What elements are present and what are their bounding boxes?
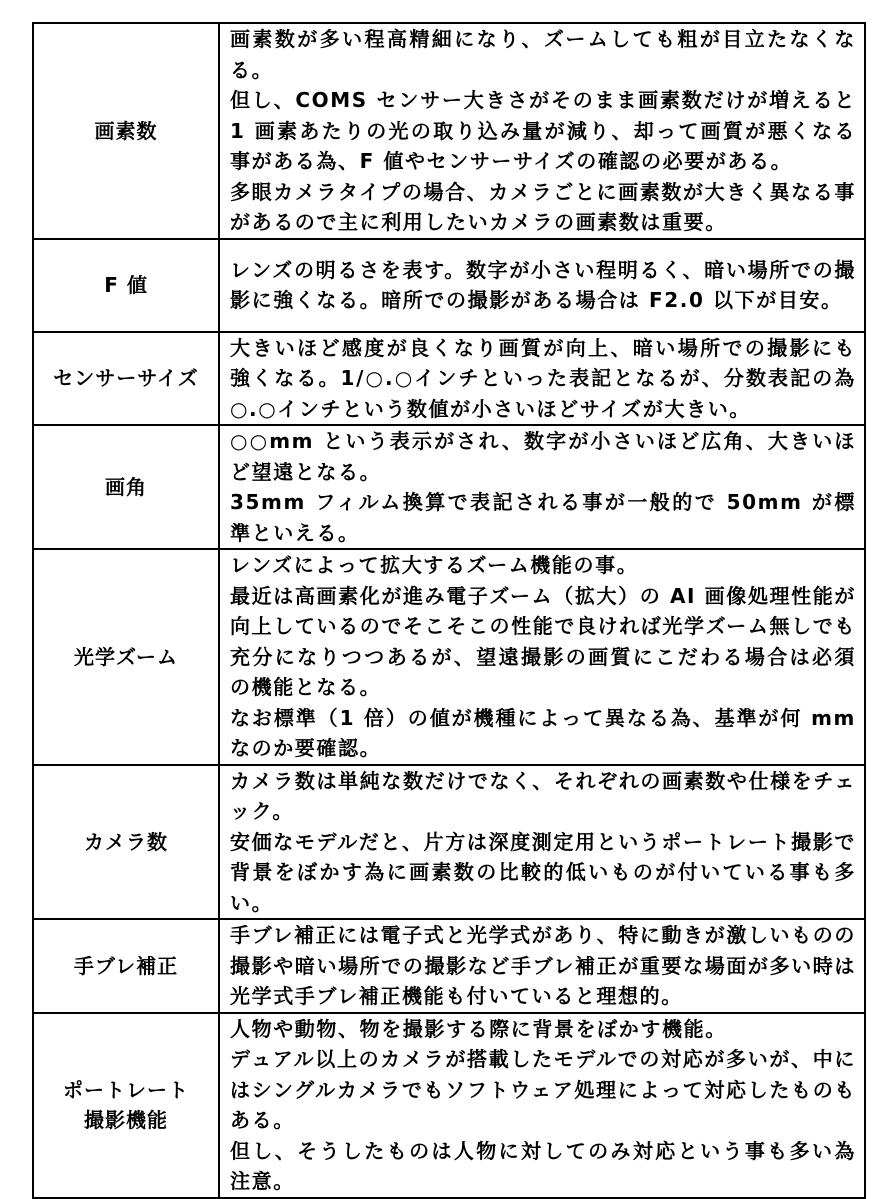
spec-term-cell — [33, 549, 219, 765]
spec-description-cell — [219, 549, 865, 765]
spec-description-line: 人物や動物、物を撮影する際に背景をぼかす機能。 — [230, 1016, 727, 1041]
spec-term: カメラ数 — [84, 829, 168, 854]
spec-term: 手ブレ補正 — [73, 953, 179, 978]
table-row — [33, 425, 865, 549]
spec-term: 光学ズーム — [74, 644, 178, 669]
spec-term-cell — [33, 332, 219, 426]
table-row — [33, 1013, 865, 1198]
spec-description-line: 多眼カメラタイプの場合、カメラごとに画素数が大きく異なる事があるので主に利用したいカメラの画素数は重要。 — [230, 179, 856, 234]
spec-term-cell — [33, 919, 219, 1013]
table-row — [33, 549, 865, 765]
table-row — [33, 23, 865, 239]
spec-term-line: 撮影機能 — [84, 1108, 168, 1132]
spec-description-cell — [219, 332, 865, 426]
spec-term-line: ポートレート — [63, 1078, 189, 1102]
spec-term-cell — [33, 1013, 219, 1198]
table-row — [33, 765, 865, 920]
spec-description-line: 安価なモデルだと、片方は深度測定用というポートレート撮影で背景をぼかす為に画素数の比較的低いものが付いている事も多い。 — [230, 829, 856, 915]
spec-term: センサーサイズ — [53, 366, 199, 391]
spec-description-cell — [219, 919, 865, 1013]
table-row — [33, 332, 865, 426]
spec-term: 画角 — [105, 475, 147, 499]
spec-description-line: 但し、そうしたものは人物に対してのみ対応という事も多い為注意。 — [230, 1138, 856, 1193]
spec-description-line: 35mm フィルム換算で表記される事が一般的で 50mm が標準といえる。 — [230, 490, 856, 545]
spec-term-cell — [33, 765, 219, 920]
spec-term-cell — [33, 425, 219, 549]
spec-description-line: 画素数が多い程高精細になり、ズームしても粗が目立たなくなる。 — [230, 27, 856, 82]
spec-description-cell — [219, 765, 865, 920]
spec-description-line: 手ブレ補正には電子式と光学式があり、特に動きが激しいものの撮影や暗い場所での撮影など手ブレ補正が重要な場面が多い時は光学式手ブレ補正機能も付いていると理想的。 — [230, 923, 856, 1008]
spec-description-cell — [219, 425, 865, 549]
table-row — [33, 919, 865, 1013]
spec-term-cell — [33, 23, 219, 239]
spec-description-line: レンズの明るさを表す。数字が小さい程明るく、暗い場所での撮影に強くなる。暗所での撮影がある場合は F2.0 以下が目安。 — [230, 257, 856, 312]
table-row — [33, 239, 865, 332]
spec-table-body — [33, 23, 865, 1198]
spec-term: 画素数 — [94, 118, 158, 143]
spec-term: F 値 — [104, 273, 148, 297]
spec-description-line: デュアル以上のカメラが搭載したモデルでの対応が多いが、中にはシングルカメラでもソフトウェア処理によって対応したものもある。 — [230, 1047, 856, 1132]
spec-description-line: カメラ数は単純な数だけでなく、それぞれの画素数や仕様をチェック。 — [230, 768, 856, 823]
spec-description-line: 最近は高画素化が進み電子ズーム（拡大）の AI 画像処理性能が向上しているのでそこそこの性能で良ければ光学ズーム無しでも充分になりつつあるが、望遠撮影の画質にこだわる場合は必須の機能となる。 — [230, 583, 856, 699]
spec-description-line: 但し、COMS センサー大きさがそのまま画素数だけが増えると 1 画素あたりの光の取り込み量が減り、却って画質が悪くなる事がある為、F 値やセンサーサイズの確認の必要がある。 — [230, 88, 856, 173]
spec-description-cell — [219, 1013, 865, 1198]
spec-term-cell — [33, 239, 219, 332]
spec-description-line: 大きいほど感度が良くなり画質が向上、暗い場所での撮影にも強くなる。1/○.○インチといった表記となるが、分数表記の為○.○インチという数値が小さいほどサイズが大きい。 — [230, 335, 856, 421]
spec-description-cell — [219, 23, 865, 239]
spec-description-cell — [219, 239, 865, 332]
spec-description-line: ○○mm という表示がされ、数字が小さいほど広角、大きいほど望遠となる。 — [230, 429, 856, 484]
spec-description-line: レンズによって拡大するズーム機能の事。 — [230, 553, 639, 577]
spec-description-line: なお標準（1 倍）の値が機種によって異なる為、基準が何 mm なのか要確認。 — [230, 705, 856, 760]
camera-spec-table — [32, 22, 866, 1199]
